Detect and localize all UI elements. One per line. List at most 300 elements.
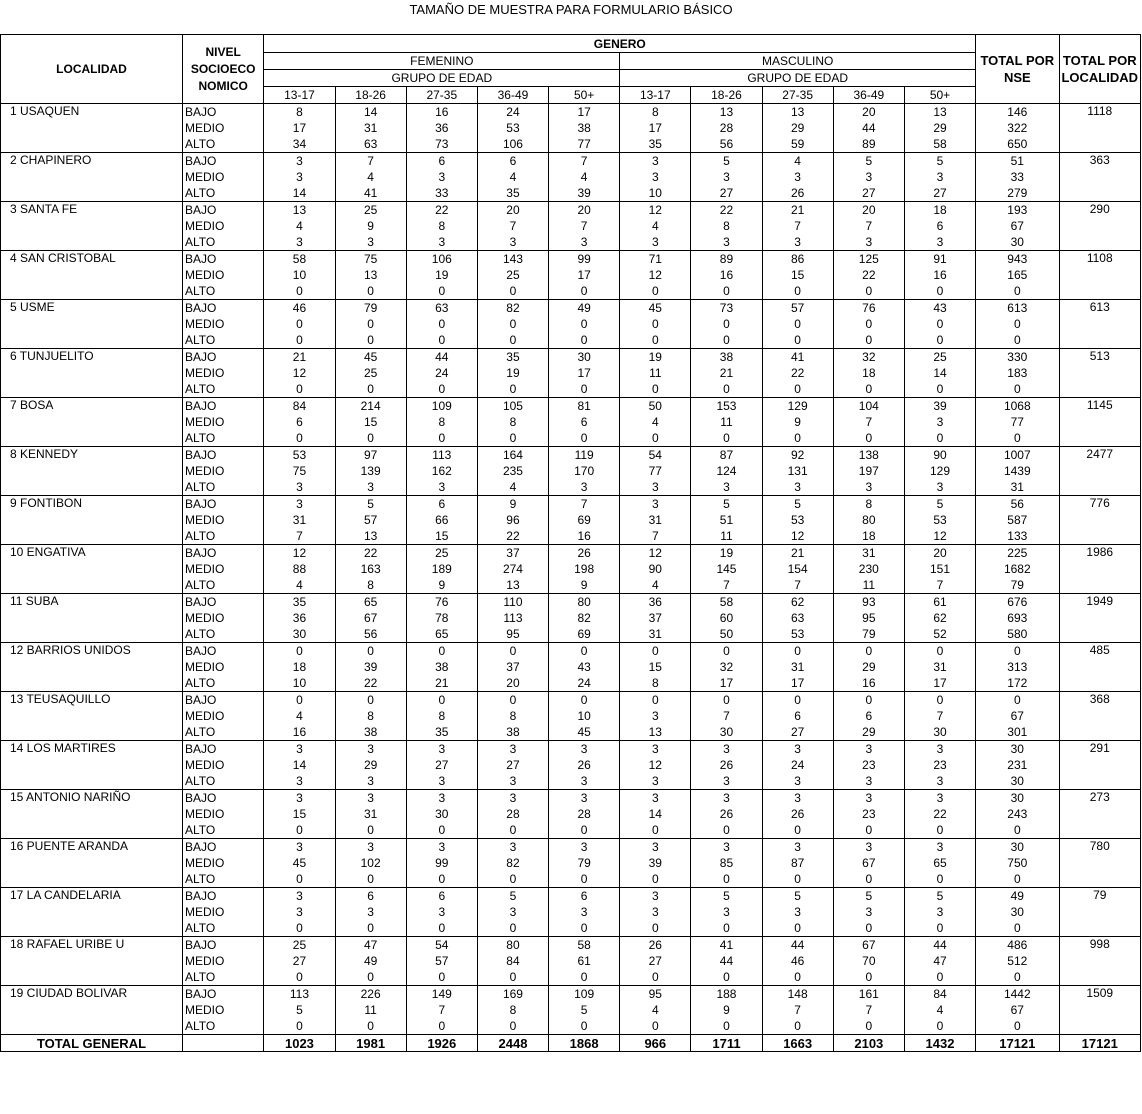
sample-cell: 14 [264,757,335,773]
sample-cell: 13 [904,104,975,121]
sample-cell: 26 [549,545,620,562]
sample-cell: 65 [335,594,406,611]
total-nse-cell: 67 [976,708,1059,724]
sample-cell: 51 [691,512,762,528]
sample-cell: 5 [833,888,904,905]
sample-cell: 12 [762,528,833,545]
sample-cell: 9 [549,577,620,594]
sample-cell: 3 [406,773,477,790]
sample-cell: 25 [335,365,406,381]
sample-cell: 0 [620,1018,691,1035]
sample-cell: 7 [477,218,548,234]
sample-cell: 3 [833,790,904,807]
sample-cell: 41 [691,937,762,954]
total-nse-cell: 301 [976,724,1059,741]
sample-cell: 11 [691,414,762,430]
total-nse-cell: 0 [976,381,1059,398]
sample-cell: 106 [477,136,548,153]
page-title: TAMAÑO DE MUESTRA PARA FORMULARIO BÁSICO [409,2,733,17]
sample-cell: 5 [335,496,406,513]
total-general-cell: 1981 [335,1035,406,1052]
table-row [1,986,1141,1003]
sample-cell: 23 [833,806,904,822]
sample-cell: 13 [477,577,548,594]
sample-cell: 0 [477,692,548,709]
sample-cell: 0 [904,643,975,660]
sample-cell: 17 [691,675,762,692]
total-general-cell: 2103 [833,1035,904,1052]
sample-cell: 59 [762,136,833,153]
sample-cell: 3 [620,839,691,856]
total-nse-cell: 613 [976,300,1059,317]
sample-cell: 58 [549,937,620,954]
sample-cell: 25 [264,937,335,954]
sample-cell: 8 [477,708,548,724]
sample-cell: 7 [833,414,904,430]
sample-cell: 15 [264,806,335,822]
sample-cell: 3 [477,234,548,251]
total-nse-cell: 30 [976,790,1059,807]
sample-cell: 0 [549,430,620,447]
sample-cell: 38 [549,120,620,136]
total-nse-cell: 79 [976,577,1059,594]
sample-cell: 67 [335,610,406,626]
table-row [1,447,1141,464]
sample-cell: 8 [691,218,762,234]
total-nse-cell: 0 [976,822,1059,839]
total-localidad-cell: 291 [1059,741,1141,790]
total-nse-cell: 30 [976,839,1059,856]
sample-cell: 3 [406,169,477,185]
sample-cell: 16 [549,528,620,545]
sample-cell: 46 [264,300,335,317]
sample-cell: 87 [762,855,833,871]
total-nse-cell: 49 [976,888,1059,905]
sample-cell: 0 [620,332,691,349]
total-general-label: TOTAL GENERAL [1,1035,183,1052]
sample-cell: 9 [406,577,477,594]
sample-cell: 6 [406,496,477,513]
sample-cell: 109 [406,398,477,415]
sample-cell: 0 [549,692,620,709]
table-row [1,202,1141,219]
sample-cell: 4 [477,169,548,185]
sample-cell: 97 [335,447,406,464]
sample-cell: 3 [762,234,833,251]
sample-cell: 113 [264,986,335,1003]
sample-cell: 0 [477,381,548,398]
sample-cell: 22 [904,806,975,822]
nse-label: BAJO [183,741,264,758]
sample-cell: 0 [264,643,335,660]
sample-cell: 20 [477,675,548,692]
sample-cell: 0 [335,430,406,447]
sample-cell: 31 [833,545,904,562]
sample-cell: 170 [549,463,620,479]
sample-cell: 17 [549,104,620,121]
sample-cell: 61 [549,953,620,969]
sample-cell: 57 [762,300,833,317]
sample-cell: 153 [691,398,762,415]
sample-cell: 26 [762,185,833,202]
sample-cell: 3 [691,234,762,251]
sample-cell: 20 [833,202,904,219]
table-row [1,545,1141,562]
total-nse-cell: 330 [976,349,1059,366]
localidad-name: 9 FONTIBON [1,496,183,545]
nse-label: BAJO [183,300,264,317]
sample-cell: 0 [833,316,904,332]
sample-cell: 50 [620,398,691,415]
sample-cell: 0 [335,692,406,709]
sample-cell: 129 [762,398,833,415]
sample-cell: 5 [762,888,833,905]
sample-cell: 30 [264,626,335,643]
sample-cell: 15 [335,414,406,430]
sample-cell: 4 [904,1002,975,1018]
sample-cell: 0 [762,822,833,839]
sample-cell: 0 [620,692,691,709]
sample-cell: 0 [762,381,833,398]
sample-cell: 3 [620,773,691,790]
sample-size-table [0,34,1141,1052]
total-general-cell: 1023 [264,1035,335,1052]
sample-cell: 14 [904,365,975,381]
localidad-name: 2 CHAPINERO [1,153,183,202]
sample-cell: 69 [549,512,620,528]
nse-label: MEDIO [183,806,264,822]
table-row [1,790,1141,807]
sample-cell: 73 [691,300,762,317]
sample-cell: 3 [833,839,904,856]
sample-cell: 35 [264,594,335,611]
total-nse-cell: 0 [976,920,1059,937]
sample-cell: 0 [549,1018,620,1035]
total-general-cell: 1926 [406,1035,477,1052]
nse-label: BAJO [183,594,264,611]
sample-cell: 3 [620,169,691,185]
localidad-name: 7 BOSA [1,398,183,447]
sample-cell: 7 [335,153,406,170]
total-nse-cell: 30 [976,234,1059,251]
total-nse-cell: 0 [976,969,1059,986]
sample-cell: 3 [762,790,833,807]
sample-cell: 0 [833,430,904,447]
total-localidad-cell: 290 [1059,202,1141,251]
sample-cell: 0 [904,430,975,447]
sample-cell: 145 [691,561,762,577]
sample-cell: 119 [549,447,620,464]
table-row [1,692,1141,709]
sample-cell: 45 [264,855,335,871]
sample-cell: 21 [762,202,833,219]
sample-cell: 23 [833,757,904,773]
sample-cell: 28 [549,806,620,822]
sample-cell: 13 [691,104,762,121]
sample-cell: 110 [477,594,548,611]
sample-cell: 129 [904,463,975,479]
sample-cell: 3 [406,904,477,920]
sample-cell: 20 [904,545,975,562]
sample-cell: 79 [833,626,904,643]
sample-cell: 0 [691,332,762,349]
sample-cell: 9 [477,496,548,513]
total-localidad-cell: 485 [1059,643,1141,692]
localidad-name: 16 PUENTE ARANDA [1,839,183,888]
total-localidad-cell: 273 [1059,790,1141,839]
sample-cell: 30 [904,724,975,741]
total-nse-cell: 31 [976,479,1059,496]
sample-cell: 31 [762,659,833,675]
sample-cell: 91 [904,251,975,268]
sample-cell: 21 [762,545,833,562]
sample-cell: 0 [264,692,335,709]
sample-cell: 0 [620,643,691,660]
sample-cell: 38 [477,724,548,741]
sample-cell: 0 [691,692,762,709]
sample-cell: 73 [406,136,477,153]
total-nse-cell: 30 [976,741,1059,758]
nse-label: MEDIO [183,708,264,724]
sample-cell: 84 [477,953,548,969]
sample-cell: 0 [264,283,335,300]
sample-cell: 3 [264,741,335,758]
sample-cell: 0 [477,430,548,447]
sample-cell: 5 [691,888,762,905]
sample-cell: 27 [406,757,477,773]
sample-cell: 5 [904,153,975,170]
sample-cell: 0 [762,871,833,888]
sample-cell: 0 [833,1018,904,1035]
sample-cell: 18 [833,528,904,545]
sample-cell: 53 [762,626,833,643]
sample-cell: 10 [620,185,691,202]
sample-cell: 7 [762,577,833,594]
sample-cell: 3 [264,773,335,790]
sample-cell: 4 [264,218,335,234]
total-nse-cell: 1007 [976,447,1059,464]
total-nse-cell: 30 [976,904,1059,920]
sample-cell: 22 [335,675,406,692]
header-genero: GENERO [264,35,976,53]
sample-cell: 0 [904,1018,975,1035]
sample-cell: 7 [620,528,691,545]
sample-cell: 14 [335,104,406,121]
sample-cell: 0 [762,643,833,660]
sample-cell: 0 [406,316,477,332]
sample-cell: 20 [549,202,620,219]
sample-cell: 0 [549,381,620,398]
sample-cell: 0 [691,920,762,937]
sample-cell: 45 [620,300,691,317]
localidad-name: 18 RAFAEL URIBE U [1,937,183,986]
sample-cell: 65 [904,855,975,871]
sample-cell: 11 [691,528,762,545]
sample-cell: 0 [335,871,406,888]
sample-cell: 6 [549,414,620,430]
sample-cell: 17 [762,675,833,692]
total-general-cell: 1663 [762,1035,833,1052]
sample-cell: 4 [549,169,620,185]
sample-cell: 3 [335,479,406,496]
sample-cell: 44 [691,953,762,969]
sample-cell: 0 [335,822,406,839]
sample-cell: 15 [406,528,477,545]
sample-cell: 22 [335,545,406,562]
sample-cell: 0 [904,920,975,937]
sample-cell: 4 [620,414,691,430]
total-nse-cell: 0 [976,692,1059,709]
sample-cell: 16 [833,675,904,692]
sample-cell: 0 [549,316,620,332]
sample-cell: 27 [477,757,548,773]
sample-cell: 6 [406,888,477,905]
sample-cell: 92 [762,447,833,464]
sample-cell: 13 [264,202,335,219]
sample-cell: 0 [620,316,691,332]
sample-cell: 0 [762,316,833,332]
sample-cell: 13 [620,724,691,741]
total-nse-cell: 51 [976,153,1059,170]
sample-cell: 0 [691,643,762,660]
total-localidad-cell: 1509 [1059,986,1141,1035]
sample-cell: 17 [904,675,975,692]
sample-cell: 7 [691,577,762,594]
sample-cell: 3 [406,234,477,251]
sample-cell: 43 [549,659,620,675]
sample-cell: 49 [549,300,620,317]
total-nse-cell: 750 [976,855,1059,871]
total-nse-cell: 313 [976,659,1059,675]
sample-cell: 143 [477,251,548,268]
sample-cell: 86 [762,251,833,268]
sample-cell: 56 [335,626,406,643]
sample-cell: 5 [477,888,548,905]
total-nse-cell: 322 [976,120,1059,136]
sample-cell: 76 [406,594,477,611]
nse-label: ALTO [183,920,264,937]
sample-cell: 17 [620,120,691,136]
sample-cell: 230 [833,561,904,577]
sample-cell: 149 [406,986,477,1003]
table-row [1,104,1141,121]
nse-label: ALTO [183,1018,264,1035]
sample-cell: 29 [335,757,406,773]
sample-cell: 27 [264,953,335,969]
sample-cell: 7 [406,1002,477,1018]
sample-cell: 0 [477,969,548,986]
sample-cell: 10 [549,708,620,724]
sample-cell: 12 [620,545,691,562]
sample-cell: 28 [691,120,762,136]
sample-cell: 31 [264,512,335,528]
total-nse-cell: 243 [976,806,1059,822]
nse-label: MEDIO [183,365,264,381]
sample-cell: 20 [833,104,904,121]
sample-cell: 63 [762,610,833,626]
sample-cell: 43 [904,300,975,317]
total-nse-cell: 1442 [976,986,1059,1003]
sample-cell: 0 [264,920,335,937]
sample-cell: 30 [406,806,477,822]
sample-cell: 139 [335,463,406,479]
nse-label: ALTO [183,185,264,202]
sample-cell: 161 [833,986,904,1003]
table-row [1,251,1141,268]
sample-cell: 3 [549,790,620,807]
sample-cell: 3 [833,773,904,790]
localidad-name: 4 SAN CRISTOBAL [1,251,183,300]
nse-label: ALTO [183,773,264,790]
sample-cell: 0 [549,643,620,660]
sample-cell: 0 [406,871,477,888]
sample-cell: 6 [762,708,833,724]
sample-cell: 214 [335,398,406,415]
sample-cell: 14 [264,185,335,202]
localidad-name: 11 SUBA [1,594,183,643]
nse-label: ALTO [183,430,264,447]
sample-cell: 3 [620,741,691,758]
sample-cell: 11 [620,365,691,381]
sample-cell: 0 [833,920,904,937]
sample-cell: 3 [762,839,833,856]
sample-cell: 5 [691,496,762,513]
total-nse-cell: 77 [976,414,1059,430]
sample-cell: 71 [620,251,691,268]
table-row [1,888,1141,905]
sample-cell: 3 [691,773,762,790]
nse-label: BAJO [183,202,264,219]
sample-cell: 95 [833,610,904,626]
sample-cell: 3 [549,479,620,496]
sample-cell: 0 [549,283,620,300]
sample-cell: 0 [762,692,833,709]
sample-cell: 3 [264,888,335,905]
sample-cell: 0 [762,283,833,300]
sample-cell: 189 [406,561,477,577]
sample-cell: 12 [620,267,691,283]
nse-label: MEDIO [183,267,264,283]
sample-cell: 0 [762,430,833,447]
sample-cell: 274 [477,561,548,577]
sample-cell: 0 [762,332,833,349]
sample-cell: 3 [833,479,904,496]
nse-label: BAJO [183,447,264,464]
sample-cell: 17 [549,267,620,283]
sample-cell: 0 [691,381,762,398]
age-header: 50+ [904,87,975,104]
sample-cell: 24 [406,365,477,381]
total-localidad-cell: 368 [1059,692,1141,741]
sample-cell: 53 [762,512,833,528]
sample-cell: 3 [264,904,335,920]
sample-cell: 3 [549,773,620,790]
sample-cell: 0 [406,332,477,349]
sample-cell: 0 [691,316,762,332]
sample-cell: 19 [406,267,477,283]
sample-cell: 0 [335,1018,406,1035]
sample-cell: 63 [406,300,477,317]
sample-cell: 0 [904,332,975,349]
sample-cell: 80 [549,594,620,611]
sample-cell: 65 [406,626,477,643]
sample-cell: 0 [477,332,548,349]
nse-label: ALTO [183,283,264,300]
nse-label: MEDIO [183,512,264,528]
total-nse-cell: 133 [976,528,1059,545]
sample-cell: 0 [264,381,335,398]
nse-label: MEDIO [183,659,264,675]
